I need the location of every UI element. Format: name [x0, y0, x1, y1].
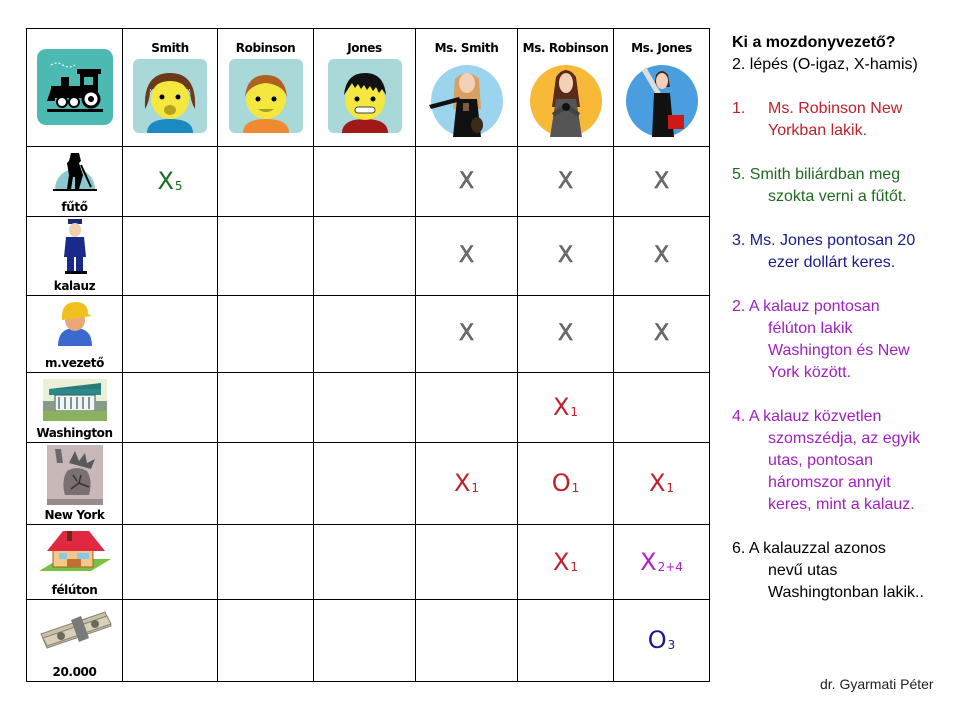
grid-cell[interactable] — [218, 600, 314, 682]
row-label: Washington — [36, 426, 113, 440]
column-header-robinson — [218, 29, 314, 147]
grid-cell[interactable] — [218, 525, 314, 600]
grid-cell[interactable] — [314, 600, 416, 682]
grid-cell[interactable] — [416, 296, 518, 373]
clue-list — [732, 98, 960, 604]
clue-item — [732, 406, 960, 516]
clue-reference: 5 — [174, 179, 183, 193]
logic-grid — [26, 28, 710, 682]
grid-cell[interactable] — [123, 217, 218, 296]
clue-line: Washingtonban lakik.. — [768, 584, 924, 601]
clue-line: szomszédja, az egyik — [768, 430, 921, 447]
row-header — [27, 147, 123, 217]
conductor-icon — [60, 219, 90, 275]
clue-first-line: 4. A kalauz közvetlen — [732, 408, 882, 425]
grid-row-conductor — [27, 217, 710, 296]
grid-cell[interactable] — [123, 147, 218, 217]
jones-avatar — [328, 59, 402, 133]
column-name: Ms. Smith — [434, 41, 499, 55]
grid-cell[interactable] — [123, 443, 218, 525]
clue-line: utas, pontosan — [768, 452, 873, 469]
grid-cell[interactable] — [518, 600, 614, 682]
washington-icon — [43, 375, 107, 421]
grid-cell[interactable] — [416, 217, 518, 296]
header-row — [27, 29, 710, 147]
row-header — [27, 443, 123, 525]
grid-cell[interactable] — [416, 525, 518, 600]
smith-avatar — [133, 59, 207, 133]
ms-robinson-avatar — [528, 59, 604, 137]
grid-cell[interactable] — [123, 600, 218, 682]
row-label: 20.000 — [52, 665, 97, 679]
true-mark: $O_3$ — [647, 626, 676, 654]
false-mark: $X_1$ — [552, 547, 579, 576]
grid-cell[interactable] — [614, 296, 710, 373]
clue-line: Washington és New — [768, 342, 910, 359]
grid-row-halfway — [27, 525, 710, 600]
grid-cell[interactable] — [314, 525, 416, 600]
false-mark: X — [653, 321, 670, 346]
grid-cell[interactable] — [614, 525, 710, 600]
grid-cell[interactable] — [218, 443, 314, 525]
panel-subtitle: 2. lépés (O-igaz, X-hamis) — [732, 56, 918, 73]
clue-reference: 2+4 — [657, 559, 683, 574]
clue-item — [732, 538, 960, 604]
ms-smith-avatar — [429, 59, 505, 137]
row-label: fűtő — [61, 200, 88, 214]
statue-of-liberty-icon — [47, 445, 103, 505]
grid-cell[interactable] — [123, 373, 218, 443]
false-mark: X — [557, 321, 574, 346]
grid-row-stoker — [27, 147, 710, 217]
grid-cell[interactable] — [314, 443, 416, 525]
false-mark: X — [653, 168, 670, 194]
grid-cell[interactable] — [218, 147, 314, 217]
clues-panel — [732, 32, 960, 604]
author-credit: dr. Gyarmati Péter — [820, 676, 934, 692]
grid-cell[interactable] — [314, 296, 416, 373]
grid-cell[interactable] — [614, 600, 710, 682]
false-mark: X — [653, 243, 670, 268]
clue-reference: 3 — [667, 638, 676, 652]
clue-item — [732, 98, 960, 142]
false-mark: X — [458, 243, 475, 268]
clue-number: 1. — [732, 100, 746, 117]
stoker-icon — [51, 149, 99, 193]
column-name: Ms. Jones — [631, 41, 692, 55]
clue-first-line: 5. Smith biliárdban meg — [732, 166, 901, 183]
grid-cell[interactable] — [614, 373, 710, 443]
false-mark: $X_1$ — [552, 393, 579, 421]
row-header — [27, 296, 123, 373]
corner-cell — [27, 29, 123, 147]
grid-row-new-york — [27, 443, 710, 525]
clue-first-line: 1. Ms. Robinson New — [732, 98, 960, 120]
clue-first-line: 6. A kalauzzal azonos — [732, 540, 886, 557]
false-mark: $X_{2+4}$ — [640, 547, 683, 576]
false-mark: X — [557, 168, 574, 194]
house-icon — [37, 527, 113, 579]
column-header-ms-robinson — [518, 29, 614, 147]
false-mark: $X_1$ — [453, 469, 480, 497]
robinson-avatar — [229, 59, 303, 133]
grid-row-salary — [27, 600, 710, 682]
column-header-jones — [314, 29, 416, 147]
column-header-ms-smith — [416, 29, 518, 147]
row-header — [27, 217, 123, 296]
grid-cell[interactable] — [518, 525, 614, 600]
clue-line: York között. — [768, 364, 852, 381]
grid-cell[interactable] — [314, 147, 416, 217]
grid-cell[interactable] — [614, 147, 710, 217]
grid-cell[interactable] — [416, 443, 518, 525]
grid-cell[interactable] — [416, 373, 518, 443]
row-label: félúton — [51, 583, 98, 597]
clue-line: nevű utas — [768, 562, 838, 579]
row-header — [27, 373, 123, 443]
grid-row-washington — [27, 373, 710, 443]
clue-reference: 1 — [571, 481, 580, 495]
false-mark: X — [557, 243, 574, 268]
row-label: m.vezető — [45, 356, 104, 370]
column-name: Ms. Robinson — [522, 41, 609, 55]
grid-cell[interactable] — [314, 373, 416, 443]
grid-cell[interactable] — [518, 217, 614, 296]
grid-cell[interactable] — [614, 217, 710, 296]
grid-cell[interactable] — [518, 296, 614, 373]
clue-item — [732, 296, 960, 384]
row-header — [27, 525, 123, 600]
panel-title: Ki a mozdonyvezető? — [732, 34, 896, 51]
grid-cell[interactable] — [416, 147, 518, 217]
grid-cell[interactable] — [518, 373, 614, 443]
grid-cell[interactable] — [123, 296, 218, 373]
locomotive-icon — [37, 49, 113, 125]
false-mark: X — [458, 321, 475, 346]
row-header — [27, 600, 123, 682]
grid-cell[interactable] — [218, 373, 314, 443]
clue-item — [732, 230, 960, 274]
grid-cell[interactable] — [416, 600, 518, 682]
false-mark: $X_5$ — [157, 167, 183, 195]
clue-reference: 1 — [471, 481, 480, 495]
clue-first-line: 2. A kalauz pontosan — [732, 298, 880, 315]
grid-cell[interactable] — [218, 217, 314, 296]
column-header-smith — [123, 29, 218, 147]
grid-cell[interactable] — [614, 443, 710, 525]
clue-line: háromszor annyit — [768, 474, 891, 491]
clue-first-line: 3. Ms. Jones pontosan 20 — [732, 232, 916, 249]
row-label: New York — [44, 508, 105, 522]
row-label: kalauz — [53, 279, 96, 293]
grid-cell[interactable] — [123, 525, 218, 600]
engineer-icon — [56, 300, 94, 346]
clue-item — [732, 164, 960, 208]
ms-jones-avatar — [624, 59, 700, 137]
false-mark: X — [458, 168, 475, 194]
column-name: Jones — [347, 41, 382, 55]
clue-line: Yorkban lakik. — [768, 122, 868, 139]
grid-row-engineer — [27, 296, 710, 373]
grid-cell[interactable] — [518, 443, 614, 525]
column-header-ms-jones — [614, 29, 710, 147]
clue-line: félúton lakik — [768, 320, 853, 337]
grid-cell[interactable] — [518, 147, 614, 217]
true-mark: $O_1$ — [551, 469, 580, 497]
clue-line: szokta verni a fűtőt. — [768, 188, 907, 205]
clue-line: keres, mint a kalauz. — [768, 496, 915, 513]
grid-cell[interactable] — [218, 296, 314, 373]
clue-reference: 1 — [666, 481, 675, 495]
false-mark: $X_1$ — [648, 469, 675, 497]
grid-cell[interactable] — [314, 217, 416, 296]
money-icon — [37, 608, 113, 654]
column-name: Robinson — [235, 41, 296, 55]
clue-reference: 1 — [570, 405, 579, 419]
clue-line: ezer dollárt keres. — [768, 254, 896, 271]
clue-reference: 1 — [570, 559, 579, 574]
column-name: Smith — [151, 41, 189, 55]
